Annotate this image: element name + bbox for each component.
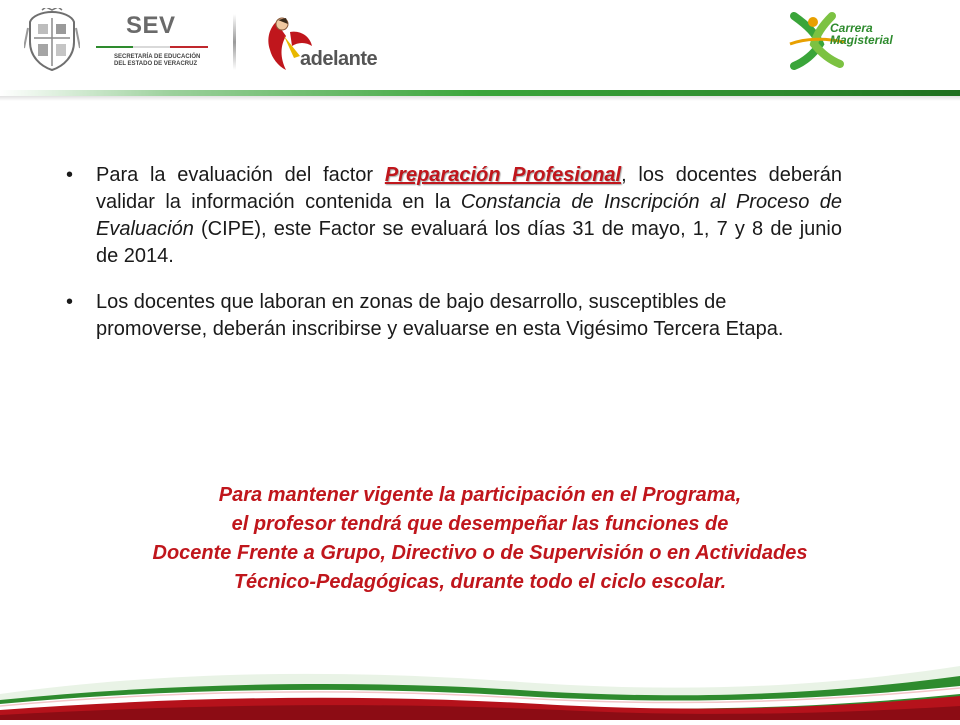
bullet-item-evaluation <box>66 162 842 270</box>
veracruz-shield-icon <box>24 8 80 72</box>
carrera-magisterial-logo <box>786 8 906 72</box>
sev-subtitle-line-2: DEL ESTADO DE VERACRUZ <box>114 61 198 67</box>
sev-logo-title: SEV <box>126 12 176 39</box>
logo-divider <box>233 14 236 70</box>
factor-name-highlight: Preparación Profesional <box>384 164 622 186</box>
closing-line-4: Técnico-Pedagógicas, durante todo el ciclo escolar. <box>233 571 727 593</box>
sev-logo-subtitle <box>114 54 224 68</box>
sev-subtitle-line-1: SECRETARÍA DE EDUCACIÓN <box>114 54 201 60</box>
adelante-logo <box>256 14 396 74</box>
bullet-marker: • <box>66 164 74 186</box>
bullet-1-text-c: (CIPE), este Factor se evaluará los días 31 de mayo, 1, 7 y 8 de junio de 2014. <box>96 218 842 267</box>
footer-wave-decoration <box>0 636 960 720</box>
bullet-1-text-b: , los docentes deberán validar la información contenida en la <box>96 164 842 213</box>
bullet-item-low-development-zones <box>66 289 842 343</box>
closing-line-3: Docente Frente a Grupo, Directivo o de Supervisión o en Actividades <box>152 542 808 564</box>
carrera-logo-text <box>830 22 893 46</box>
closing-line-2: el profesor tendrá que desempeñar las funciones de <box>231 513 729 535</box>
closing-line-1: Para mantener vigente la participación en el Programa, <box>218 484 742 506</box>
header-rule-shadow <box>0 96 960 101</box>
closing-note <box>40 481 920 597</box>
carrera-logo-line-1: Carrera <box>830 21 873 35</box>
sev-logo <box>96 12 226 76</box>
sev-logo-rule <box>96 46 208 48</box>
bullet-2-text: Los docentes que laboran en zonas de bajo desarrollo, susceptibles de promoverse, deberán inscribirse y evaluarse en esta Vigésimo Tercera Etapa. <box>96 291 784 340</box>
bullet-1-text-a: Para la evaluación del factor <box>96 164 385 186</box>
carrera-logo-line-2: Magisterial <box>830 33 893 47</box>
document-name: Constancia de Inscripción al Proceso de Evaluación <box>96 191 842 240</box>
adelante-logo-text: adelante <box>300 48 378 70</box>
bullet-list <box>66 162 842 343</box>
slide-header <box>0 0 960 96</box>
bullet-marker: • <box>66 291 74 313</box>
